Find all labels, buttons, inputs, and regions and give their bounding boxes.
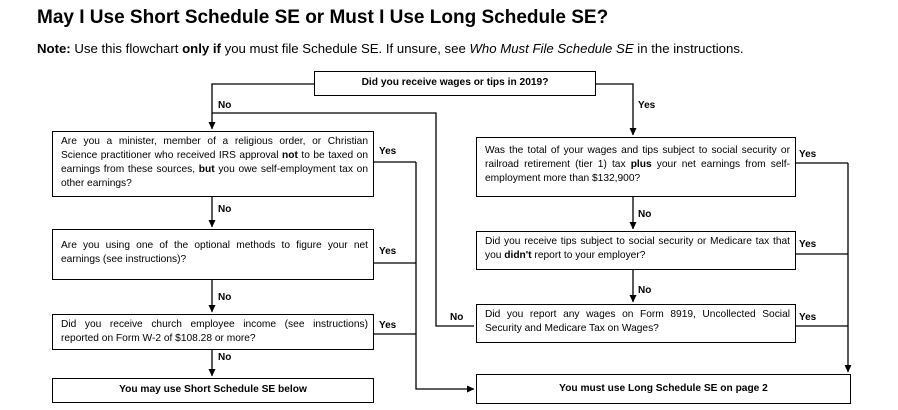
box-wages-tips-2019: Did you receive wages or tips in 2019? (314, 71, 596, 96)
box-optional-methods: Are you using one of the optional methods to figure your net earnings (see instructions)? (52, 229, 374, 280)
label-wages-yes: Yes (799, 149, 817, 160)
page-title: May I Use Short Schedule SE or Must I Use Long Schedule SE? (37, 7, 609, 28)
box-wages-total-question: Was the total of your wages and tips subject to social security or railroad retirement (tier 1) tax plus your net earnings from self-employment more than $132,900? (476, 137, 796, 197)
label-optional-yes: Yes (379, 246, 397, 257)
label-minister-no: No (218, 204, 232, 215)
box-short-schedule-result: You may use Short Schedule SE below (52, 378, 374, 403)
box-church-income: Did you receive church employee income (see instructions) reported on Form W-2 of $108.28 or more? (52, 314, 374, 350)
label-wages-no: No (638, 209, 652, 220)
note-text: Note: Use this flowchart only if you must file Schedule SE. If unsure, see Who Must File Schedule SE in the instructions. (37, 41, 744, 56)
note-reference: Who Must File Schedule SE (469, 41, 634, 56)
label-8919-no: No (450, 312, 464, 323)
label-church-yes: Yes (379, 320, 397, 331)
label-minister-yes: Yes (379, 146, 397, 157)
connector-left-yes-bus (416, 162, 474, 389)
label-tips-yes: Yes (799, 239, 817, 250)
connector-start-yes (596, 84, 633, 135)
box-form-8919: Did you report any wages on Form 8919, Uncollected Social Security and Medicare Tax on Wages? (476, 304, 796, 343)
label-8919-yes: Yes (799, 312, 817, 323)
label-start-no: No (218, 100, 232, 111)
box-minister-question: Are you a minister, member of a religious order, or Christian Science practitioner who received IRS approval not to be taxed on earnings from these sources, but you owe self-employment tax on other earnings? (52, 131, 374, 197)
label-optional-no: No (218, 292, 232, 303)
label-tips-no: No (638, 285, 652, 296)
box-long-schedule-result: You must use Long Schedule SE on page 2 (476, 374, 851, 404)
note-prefix: Note: (37, 41, 71, 56)
label-church-no: No (218, 352, 232, 363)
box-unreported-tips: Did you receive tips subject to social security or Medicare tax that you didn't report to your employer? (476, 231, 796, 270)
label-start-yes: Yes (638, 100, 656, 111)
